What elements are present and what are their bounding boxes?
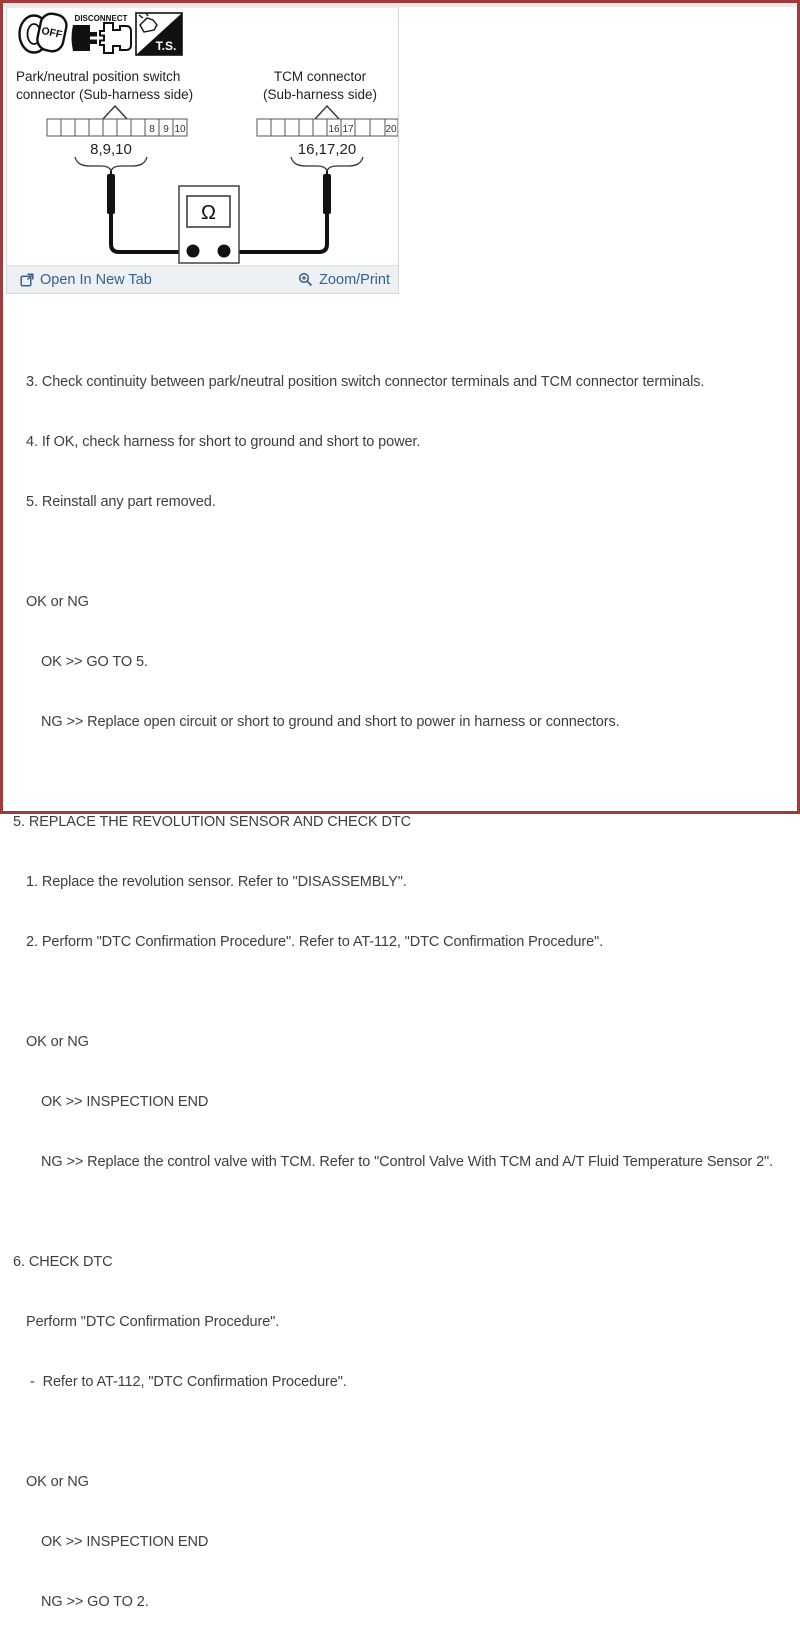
left-cell-10: 10 <box>174 124 186 135</box>
section-heading: 6. CHECK DTC <box>13 1254 113 1270</box>
ohm-symbol: Ω <box>201 202 216 224</box>
left-brace <box>75 157 147 171</box>
ts-tool-icon <box>136 13 182 55</box>
result-title: OK or NG <box>26 594 89 610</box>
zoom-print-link[interactable] <box>298 272 390 288</box>
left-cell-8: 8 <box>149 124 155 135</box>
ohmmeter <box>179 186 239 263</box>
right-brace <box>291 157 363 171</box>
right-cell-20: 20 <box>385 124 397 135</box>
step-line: - Refer to AT-112, "DTC Confirmation Procedure". <box>30 1374 347 1390</box>
result-ok: OK >> GO TO 5. <box>41 654 148 670</box>
result-title: OK or NG <box>26 1034 89 1050</box>
step-line: 1. Replace the revolution sensor. Refer to "DISASSEMBLY". <box>26 874 407 890</box>
result-ng: NG >> Replace the control valve with TCM. Refer to "Control Valve With TCM and A/T Fluid Temperature Sensor 2". <box>41 1154 774 1170</box>
ts-label: T.S. <box>155 39 177 53</box>
right-connector-label-1: TCM connector <box>273 69 367 84</box>
right-cell-17: 17 <box>342 124 354 135</box>
left-connector-label-1: Park/neutral position switch <box>16 69 181 84</box>
section-heading: 5. REPLACE THE REVOLUTION SENSOR AND CHECK DTC <box>13 814 411 830</box>
result-ng: NG >> GO TO 2. <box>41 1594 149 1610</box>
open-in-new-tab-link[interactable] <box>20 272 152 288</box>
meter-terminal-right <box>218 245 231 258</box>
figure-panel <box>6 7 399 294</box>
right-cell-16: 16 <box>328 124 340 135</box>
result-ng: NG >> Replace open circuit or short to ground and short to power in harness or connectors. <box>41 714 620 730</box>
plug-left-shape <box>72 25 98 51</box>
step-line: 4. If OK, check harness for short to ground and short to power. <box>26 434 421 450</box>
procedure-text <box>3 332 797 1628</box>
left-terminals-label: 8,9,10 <box>90 141 132 158</box>
ignition-off-icon <box>20 12 69 54</box>
left-connector-label-2: connector (Sub-harness side) <box>16 87 194 102</box>
open-in-new-tab-label: Open In New Tab <box>40 271 152 288</box>
meter-terminal-left <box>187 245 200 258</box>
zoom-in-icon <box>298 272 313 287</box>
disconnect-label: DISCONNECT <box>74 14 128 23</box>
result-ok: OK >> INSPECTION END <box>41 1534 209 1550</box>
step-line: 3. Check continuity between park/neutral position switch connector terminals and TCM connector terminals. <box>26 374 705 390</box>
figure-toolbar <box>7 265 398 293</box>
open-in-new-tab-icon <box>20 273 34 287</box>
left-cell-9: 9 <box>163 124 169 135</box>
result-ok: OK >> INSPECTION END <box>41 1094 209 1110</box>
step-line: 5. Reinstall any part removed. <box>26 494 216 510</box>
right-connector-label-2: (Sub-harness side) <box>262 87 378 102</box>
result-title: OK or NG <box>26 1474 89 1490</box>
probe-right <box>224 171 331 252</box>
right-terminals-label: 16,17,20 <box>297 141 357 158</box>
service-manual-page <box>3 3 797 1610</box>
disconnect-icon <box>72 14 132 53</box>
zoom-print-label: Zoom/Print <box>319 271 390 288</box>
key-off-label: OFF <box>40 24 64 42</box>
wiring-diagram <box>7 8 398 265</box>
step-line: 2. Perform "DTC Confirmation Procedure". Refer to AT-112, "DTC Confirmation Procedure". <box>26 934 604 950</box>
step-line: Perform "DTC Confirmation Procedure". <box>26 1314 280 1330</box>
plug-right-shape <box>100 23 131 53</box>
